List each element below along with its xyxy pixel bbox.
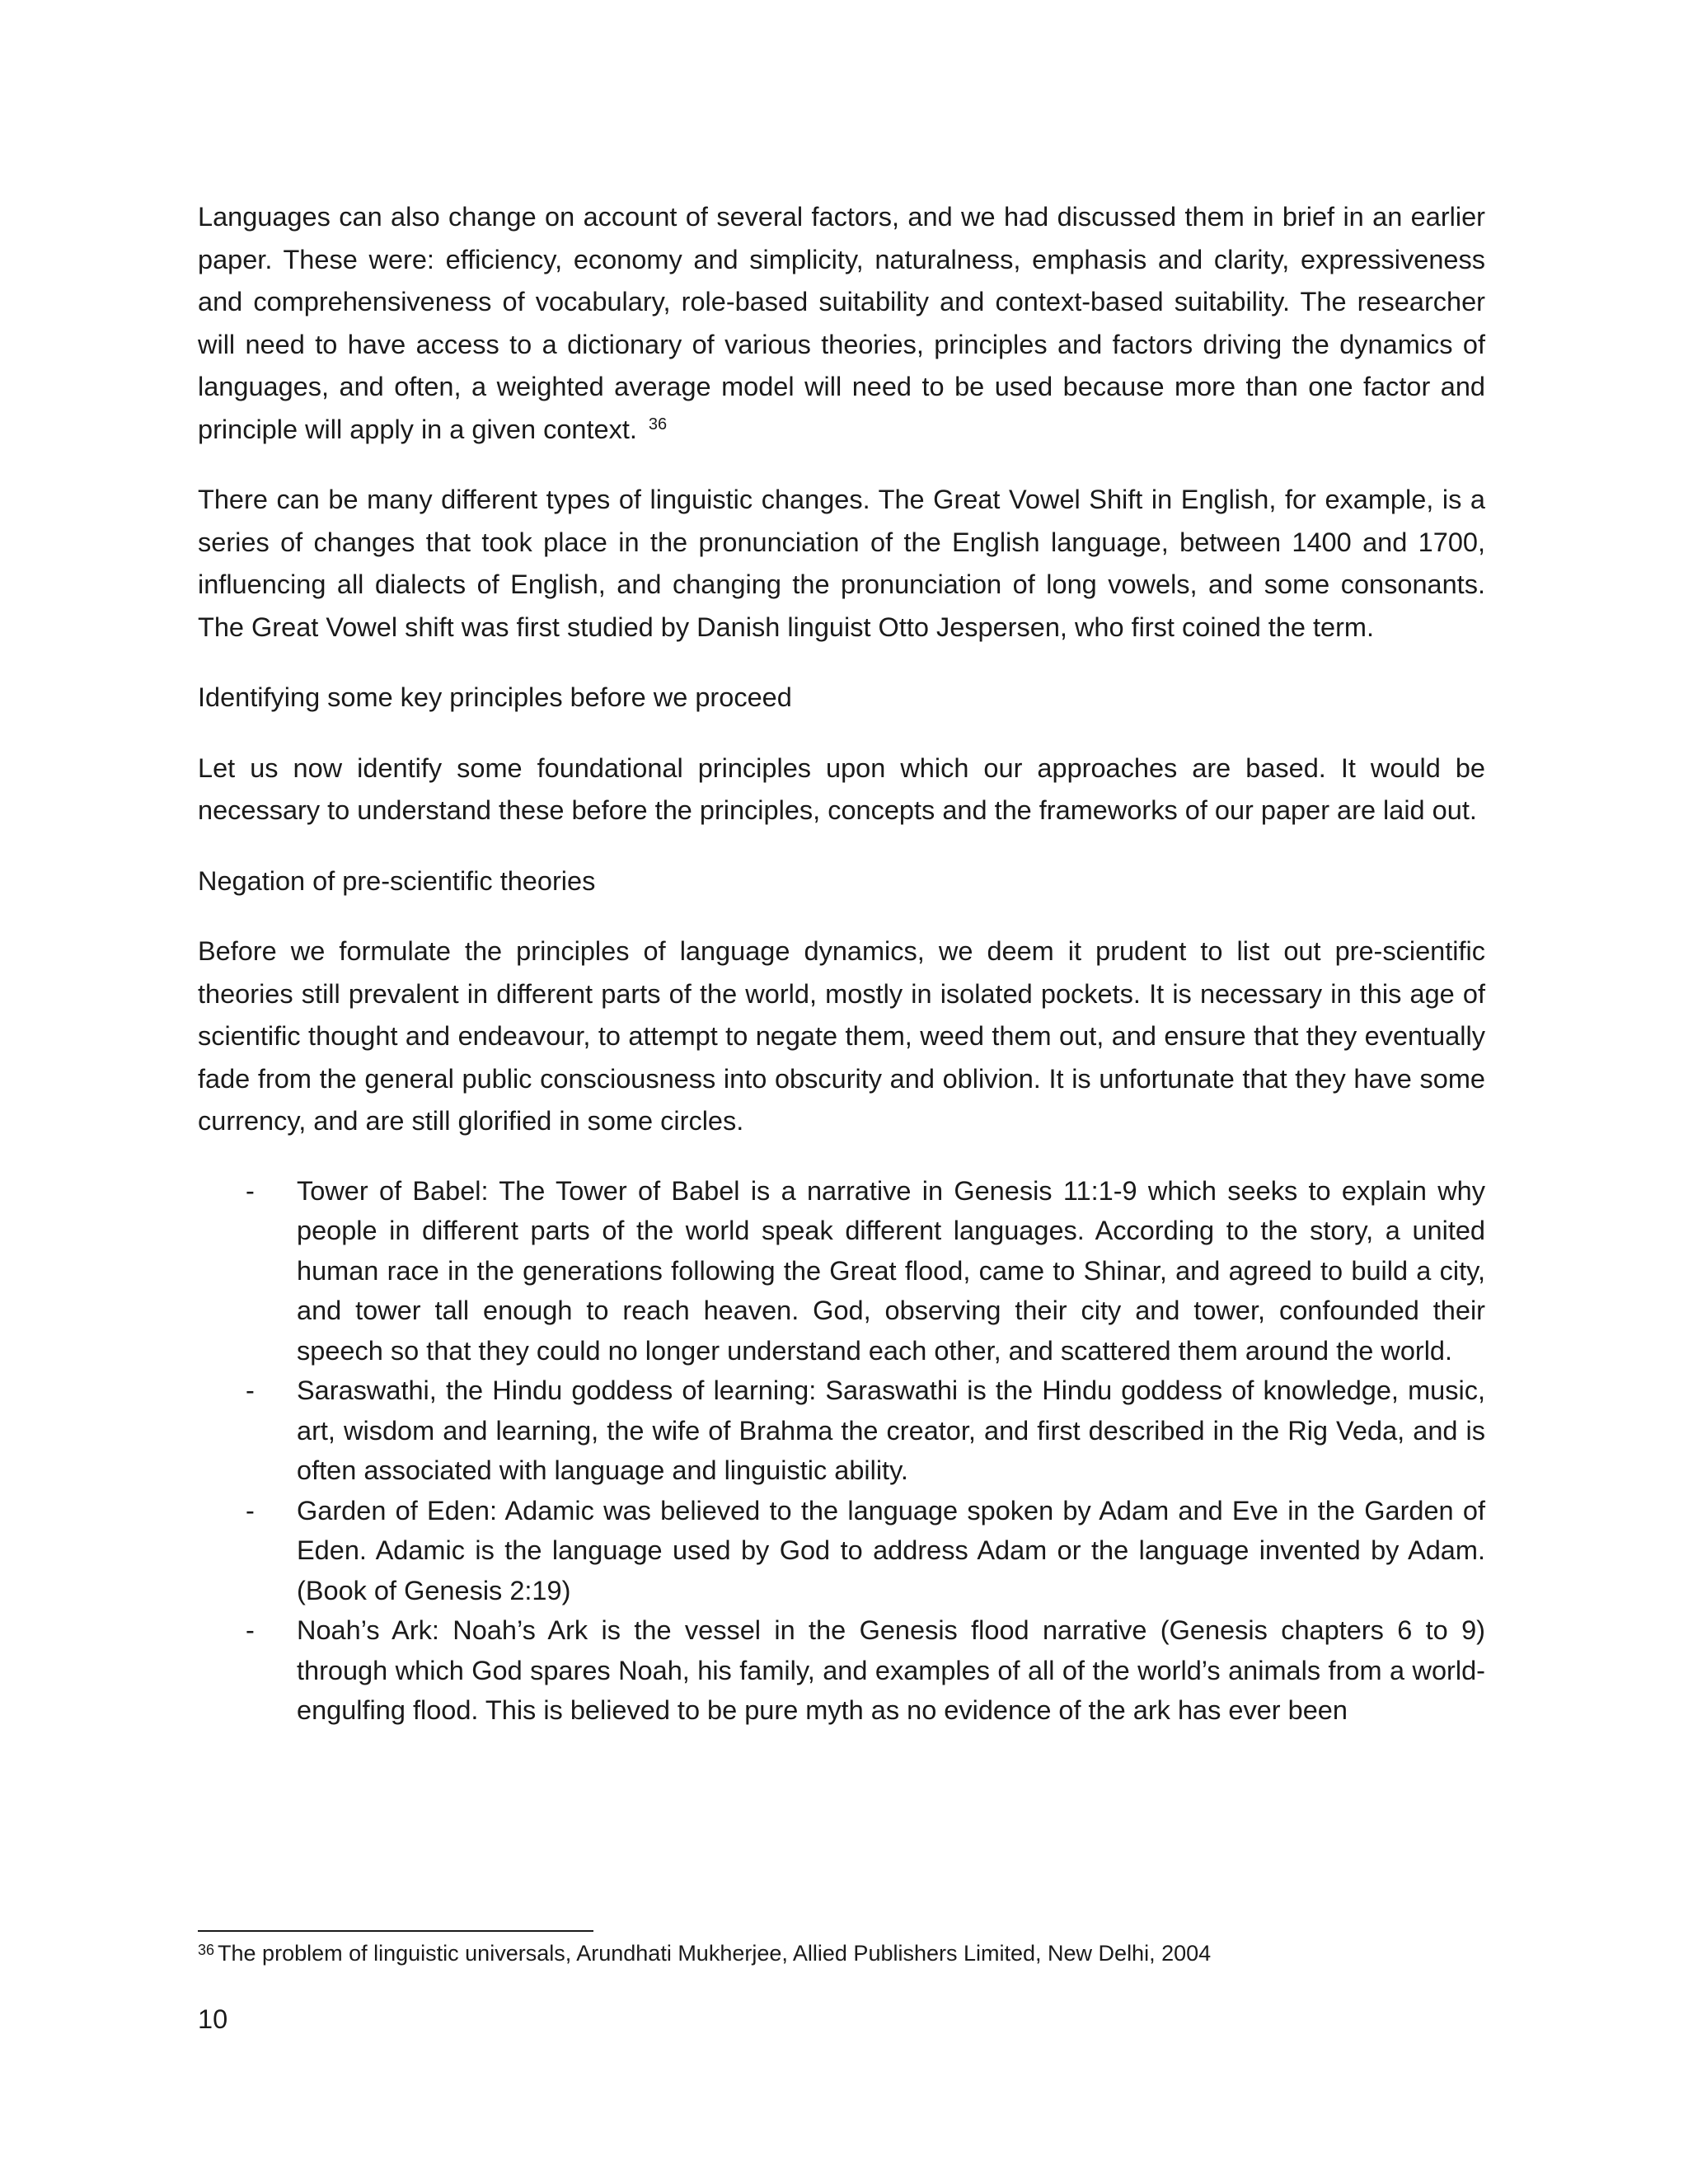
footnote-separator — [198, 1930, 593, 1932]
section-heading-pre-scientific: Negation of pre-scientific theories — [198, 865, 596, 896]
list-item — [198, 1610, 1485, 1731]
paragraph-pre-scientific-theories: Before we formulate the principles of language dynamics, we deem it prudent to list out pre-scientific theories still prevalent in different parts of the world, mostly in isolated pockets. It is necessary in this age of scientific thought and endeavour, to attempt to negate them, weed them out, and ensure that they eventually fade from the general public consciousness into obscurity and oblivion. It is unfortunate that they have some currency, and are still glorified in some circles. — [198, 936, 1485, 1136]
paragraph-language-change-factors — [198, 196, 1485, 451]
list-item — [198, 1171, 1485, 1371]
section-heading-key-principles: Identifying some key principles before we proceed — [198, 682, 792, 712]
bullet-dash: - — [246, 1376, 255, 1405]
footnote-number: 36 — [198, 1942, 215, 1958]
list-item-text: Tower of Babel: The Tower of Babel is a narrative in Genesis 11:1-9 which seeks to explain why people in different parts of the world speak different languages. According to the story, a united human race in the generations following the Great flood, came to Shinar, and agreed to build a city, and tower tall enough to reach heaven. God, observing their city and tower, confounded their speech so that they could no longer understand each other, and scattered them around the world. — [297, 1175, 1485, 1366]
page-number: 10 — [198, 2004, 228, 2034]
list-item — [198, 1491, 1485, 1611]
list-item — [198, 1371, 1485, 1491]
bullet-dash: - — [246, 1615, 255, 1645]
bullet-dash: - — [246, 1495, 255, 1526]
footnote — [198, 1937, 1485, 1970]
document-body — [198, 196, 1485, 1731]
footnote-reference[interactable]: 36 — [648, 415, 668, 434]
list-item-text: Saraswathi, the Hindu goddess of learning: Saraswathi is the Hindu goddess of knowledge, music, art, wisdom and learning, the wife of Brahma the creator, and first described in the Rig Veda, and is often associated with language and linguistic ability. — [297, 1376, 1485, 1485]
paragraph-text: Languages can also change on account of several factors, and we had discussed them in brief in an earlier paper. These were: efficiency, economy and simplicity, naturalness, emphasis and clarity, expressiveness and comprehensiveness of vocabulary, role-based suitability and context-based suitability. The researcher will need to have access to a dictionary of various theories, principles and factors driving the dynamics of languages, and often, a weighted average model will need to be used because more than one factor and principle will apply in a given context. — [198, 202, 1485, 444]
list-item-text: Garden of Eden: Adamic was believed to the language spoken by Adam and Eve in the Garden of Eden. Adamic is the language used by God to address Adam or the language invented by Adam. (Book of Genesis 2:19) — [297, 1495, 1485, 1605]
paragraph-great-vowel-shift: There can be many different types of linguistic changes. The Great Vowel Shift in English, for example, is a series of changes that took place in the pronunciation of the English language, between 1400 and 1700, influencing all dialects of English, and changing the pronunciation of long vowels, and some consonants. The Great Vowel shift was first studied by Danish linguist Otto Jespersen, who first coined the term. — [198, 485, 1485, 642]
theories-list — [198, 1171, 1485, 1731]
bullet-dash: - — [246, 1175, 255, 1206]
list-item-text: Noah’s Ark: Noah’s Ark is the vessel in the Genesis flood narrative (Genesis chapters 6 to 9) through which God spares Noah, his family, and examples of all of the world’s animals from a world-engulfing flood. This is believed to be pure myth as no evidence of the ark has ever been — [297, 1615, 1485, 1725]
paragraph-foundational-principles: Let us now identify some foundational principles upon which our approaches are based. It would be necessary to understand these before the principles, concepts and the frameworks of our paper are laid out. — [198, 752, 1485, 825]
footnote-text: The problem of linguistic universals, Arundhati Mukherjee, Allied Publishers Limited, New Delhi, 2004 — [218, 1941, 1212, 1966]
